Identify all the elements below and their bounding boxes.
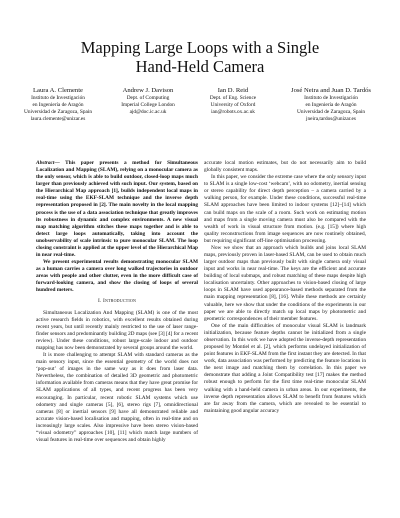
intro-paragraph-1: Simultaneous Localization And Mapping (SLAM) is one of the most active research fields in robotics, with excellent results obtained during recent years, but until recently mainly restricted to the use of laser range-finder sensors and predominantly building 2D maps (see [3] [4] for a recent review). Under these conditions, robust large-scale indoor and outdoor mapping has now been demonstrated by several groups around the world. bbox=[36, 309, 198, 351]
body-paragraph-3: Now we show that an approach which builds and joins local SLAM maps, previously proven in laser-based SLAM, can be used to obtain much larger outdoor maps than previously built with single camera only visual input and works in near real-time. The keys are the efficient and accurate building of local submaps, and robust matching of these maps despite high localisation uncertainty. Other approaches to vision-based closing of large loops in SLAM have used appearance-based methods separated from the main mapping representation [8], [16]. While these methods are certainly valuable, here we show that under the conditions of the experiments in our paper we are able to directly match up local maps by photometric and geometric correspondences of their member features. bbox=[204, 244, 366, 322]
author-affiliation: University of Oxford bbox=[210, 102, 256, 108]
author-email: ajd@doc.ic.ac.uk bbox=[129, 109, 167, 115]
abstract-body: — This paper presents a method for Simultaneous Localization and Mapping (SLAM), relying on a monocular camera as the only sensor, which is able to build outdoor, closed-loop maps much larger than previously achieved with such input. Our system, based on the Hierarchical Map approach [1], builds independent local maps in real-time using the EKF-SLAM technique and the inverse depth representation proposed in [2]. The main novelty in the local mapping process is the use of a data association technique that greatly improves its robustness in dynamic and complex environments. A new visual map matching algorithm stitches these maps together and is able to detect large loops automatically, taking into account the unobservability of scale intrinsic to pure monocular SLAM. The loop closing constraint is applied at the upper level of the Hierarchical Map in near real-time. bbox=[36, 160, 198, 259]
author-name: Laura A. Clemente bbox=[33, 87, 83, 94]
author-affiliation: Universidad de Zaragoza, Spain bbox=[24, 109, 92, 115]
author-affiliation: en Ingeniería de Aragón bbox=[32, 102, 84, 108]
body-paragraph-1: accurate local motion estimates, but do not necessarily aim to build globally consistent maps. bbox=[204, 160, 366, 174]
author-affiliation: en Ingeniería de Aragón bbox=[305, 102, 357, 108]
body-paragraph-2: In this paper, we consider the extreme case where the only sensory input to SLAM is a single low-cost ‘webcam’, with no odometry, inertial sensing or stereo capability for direct depth perception – a camera carried by a walking person, for example. Under these conditions, successful real-time SLAM approaches have been limited to indoor systems [12]–[14] which can build maps on the scale of a room. Such work on estimating motion and maps from a single moving camera must also be compared with the wealth of work in visual structure from motion. (e.g. [15]) where high quality reconstructions from image sequences are now routinely obtained, but requiring significant off-line optimisation processing. bbox=[204, 174, 366, 244]
author-affiliation: Universidad de Zaragoza, Spain bbox=[297, 109, 365, 115]
author-name: José Neira and Juan D. Tardós bbox=[291, 87, 371, 94]
paper-title-line-2: Hand-Held Camera bbox=[135, 57, 265, 76]
author-neira-tardos bbox=[278, 86, 384, 123]
abstract-label: Abstract bbox=[36, 160, 55, 166]
author-email: ian@robots.ox.ac.uk bbox=[211, 109, 255, 115]
author-davison bbox=[110, 86, 186, 116]
author-email: jneira,tardos@unizar.es bbox=[306, 116, 356, 122]
author-clemente bbox=[16, 86, 100, 123]
abstract-paragraph-2: We present experimental results demonstrating monocular SLAM as a human carries a camera over long walked trajectories in outdoor areas with people and other clutter, even in the more difficult case of forward-looking camera, and show the closing of loops of several hundred meters. bbox=[36, 259, 198, 294]
author-affiliation: Instituto de Investigación bbox=[304, 95, 358, 101]
body-paragraph-4: One of the main difficulties of monocular visual SLAM is landmark initialization, because feature depths cannot be initialized from a single observation. In this work we have adopted the inverse-depth representation proposed by Montiel et al. [2], which performs undelayed initialization of point features in EKF-SLAM from the first instant they are detected. In that work, data association was performed by predicting the feature locations in the next image and matching them by correlation. In this paper we demonstrate that adding a Joint Compatibility test [17] makes the method robust enough to perform for the first time real-time monocular SLAM walking with a hand-held camera in urban areas. In our experiments, the inverse depth representation allows SLAM to benefit from features which are far away from the camera, which are revealed to be essential to maintaining good angular accuracy bbox=[204, 322, 366, 414]
author-affiliation: Instituto de Investigación bbox=[31, 95, 85, 101]
author-name: Andrew J. Davison bbox=[122, 87, 174, 94]
abstract bbox=[36, 160, 198, 259]
author-affiliation: Dept. of Computing bbox=[126, 95, 170, 101]
paper-title-line-1: Mapping Large Loops with a Single bbox=[80, 38, 320, 57]
intro-paragraph-2: It is more challenging to attempt SLAM with standard cameras as the main sensory input, since the essential geometry of the world does not ‘pop-out’ of images in the same way as it does from laser data. Nevertheless, the combination of detailed 3D geometric and photometric information available from cameras means that they have great promise for SLAM applications of all types, and recent progress has been very encouraging. In particular, recent robotic SLAM systems which use odometry and single cameras [5], [6], stereo rigs [7], omnidirectional cameras [8] or inertial sensors [9] have all demonstrated reliable and accurate vision-based localisation and mapping, often in real-time and on increasingly large scales. Also impressive have been stereo vision-based “visual odometry” approaches [10], [11] which match large numbers of visual features in real-time over sequences and obtain highly bbox=[36, 352, 198, 443]
left-column bbox=[36, 160, 198, 444]
right-column bbox=[204, 160, 366, 415]
author-reid bbox=[196, 86, 270, 116]
author-block bbox=[10, 86, 390, 146]
author-affiliation: Dept. of Eng. Science bbox=[209, 95, 257, 101]
section-heading-introduction: I. Introduction bbox=[97, 298, 137, 305]
author-affiliation: Imperial College London bbox=[121, 102, 175, 108]
author-name: Ian D. Reid bbox=[217, 87, 249, 94]
author-email: laura.clemente@unizar.es bbox=[30, 116, 86, 122]
